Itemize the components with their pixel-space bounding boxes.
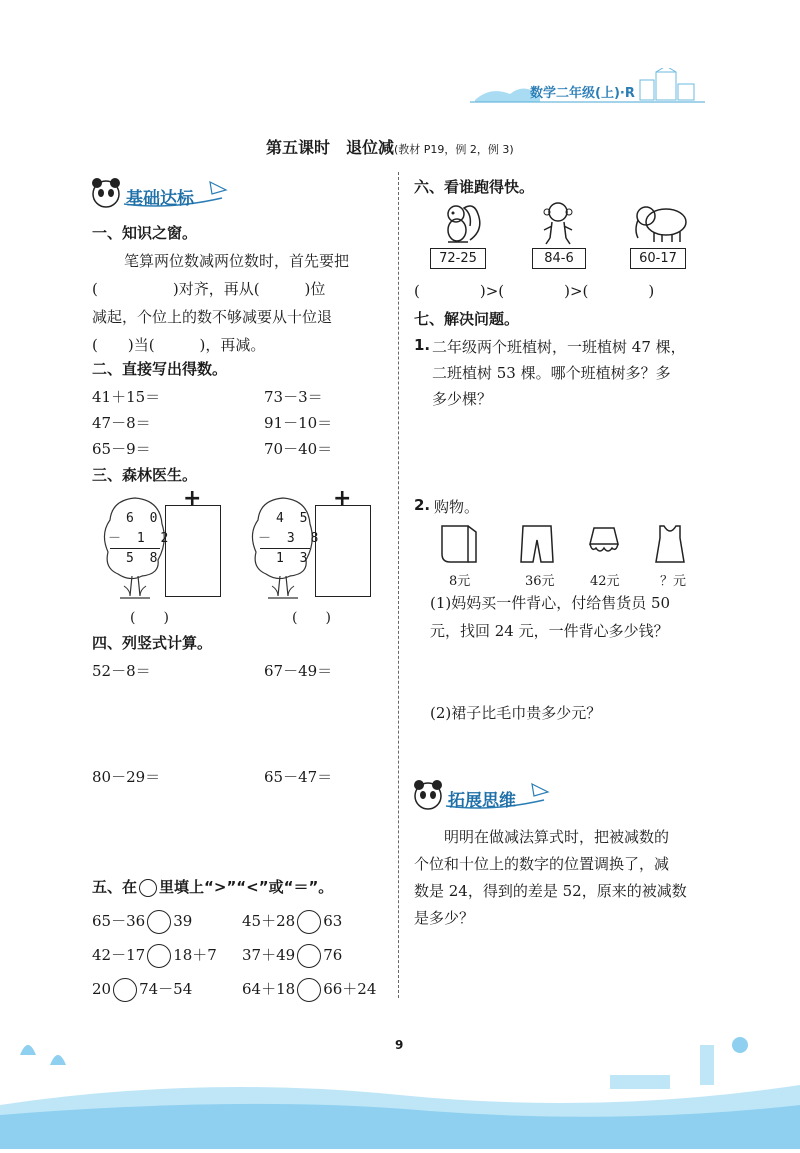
lesson-title-sub: (教材 P19，例 2，例 3) <box>394 143 514 156</box>
race-box-2: 84-6 <box>532 248 586 269</box>
q2-sub2: (2)裙子比毛巾贵多少元？ <box>430 704 602 722</box>
s4-heading: 四、列竖式计算。 <box>92 634 213 652</box>
ext-line-2: 个位和十位上的数字的位置调换了，减 <box>414 855 670 873</box>
s5-left: 42－17 <box>92 946 146 964</box>
s5-row <box>92 978 192 1002</box>
price-shorts: 36元 <box>525 574 555 589</box>
column-divider <box>398 172 399 998</box>
q1-line-1: 二年级两个班植树，一班植树 47 棵， <box>432 338 686 356</box>
calc2-line <box>260 548 310 549</box>
s5-row <box>242 978 376 1002</box>
vest-icon <box>650 522 690 570</box>
s5-left: 65－36 <box>92 912 146 930</box>
squirrel-icon <box>440 200 484 250</box>
header-subject-label: 数学二年级(上)·R <box>530 86 635 101</box>
ext-line-4: 是多少？ <box>414 909 475 927</box>
s5-heading-a: 五、在 <box>92 878 138 896</box>
s1-heading: 一、知识之窗。 <box>92 224 198 242</box>
q1-line-3: 多少棵？ <box>432 390 493 408</box>
shorts-icon <box>517 522 557 570</box>
s5-left: 45＋28 <box>242 912 296 930</box>
calc2-bot: 1 3 <box>276 551 312 566</box>
compare-circle[interactable] <box>147 910 171 934</box>
circle-icon <box>139 879 157 897</box>
calc2-top: 4 5 <box>276 511 312 526</box>
s1-line-2: ( )对齐，再从( )位 <box>92 280 326 298</box>
calc1-line <box>110 548 160 549</box>
banner-basic-text: 基础达标 <box>126 189 194 209</box>
s3-paren-2: ( ) <box>292 610 331 626</box>
q2-sub1-line-2: 元，找回 24 元，一件背心多少钱？ <box>430 622 669 640</box>
ext-line-1: 明明在做减法算式时，把被减数的 <box>444 828 670 846</box>
lesson-title-main: 第五课时 退位减 <box>266 138 395 157</box>
s5-heading-b: 里填上“>”“<”或“＝”。 <box>159 878 334 896</box>
calc1-mid: － 1 2 <box>108 531 173 546</box>
race-box-3: 60-17 <box>630 248 686 269</box>
footer-decoration <box>0 1015 800 1149</box>
compare-circle[interactable] <box>297 944 321 968</box>
s4-item: 52－8＝ <box>92 662 151 680</box>
compare-circle[interactable] <box>113 978 137 1002</box>
s5-right: 39 <box>173 912 193 930</box>
s2-item: 65－9＝ <box>92 440 151 458</box>
q2-title: 购物。 <box>434 498 480 516</box>
compare-circle[interactable] <box>147 944 171 968</box>
s1-line-1: 笔算两位数减两位数时，首先要把 <box>124 252 350 270</box>
s3-paren-1: ( ) <box>130 610 169 626</box>
s6-heading: 六、看谁跑得快。 <box>414 178 535 196</box>
s5-right: 18＋7 <box>173 946 217 964</box>
page-number: 9 <box>395 1038 404 1052</box>
compare-circle[interactable] <box>297 978 321 1002</box>
price-towel: 8元 <box>449 574 471 589</box>
price-vest: ？元 <box>660 574 687 589</box>
s2-heading: 二、直接写出得数。 <box>92 360 228 378</box>
s5-row <box>92 910 192 934</box>
s5-heading <box>92 876 333 897</box>
banner-basic <box>90 176 230 214</box>
q1-number: 1. <box>414 336 431 354</box>
race-box-1: 72-25 <box>430 248 486 269</box>
s5-right: 66＋24 <box>323 980 377 998</box>
s3-heading: 三、森林医生。 <box>92 466 198 484</box>
q1-line-2: 二班植树 53 棵。哪个班植树多？多 <box>432 364 671 382</box>
s1-line-4: ( )当( )，再减。 <box>92 336 266 354</box>
s5-right: 74－54 <box>139 980 193 998</box>
s5-left: 64＋18 <box>242 980 296 998</box>
s2-item: 91－10＝ <box>264 414 333 432</box>
s5-row <box>92 944 217 968</box>
calc2-mid: － 3 8 <box>258 531 323 546</box>
plus-icon: + <box>333 486 352 511</box>
s5-row <box>242 944 342 968</box>
banner-ext <box>412 778 552 816</box>
lesson-title <box>266 135 514 158</box>
ext-line-3: 数是 24，得到的差是 52，原来的被减数 <box>414 882 687 900</box>
s4-item: 80－29＝ <box>92 768 161 786</box>
s5-left: 20 <box>92 980 112 998</box>
doctor-box-1[interactable] <box>165 505 221 597</box>
s6-compare-line: ( )>( )>( ) <box>414 282 655 300</box>
s2-item: 47－8＝ <box>92 414 151 432</box>
skirt-icon <box>584 522 624 570</box>
s2-item: 41＋15＝ <box>92 388 161 406</box>
calc1-bot: 5 8 <box>126 551 162 566</box>
s7-heading: 七、解决问题。 <box>414 310 520 328</box>
calc1-top: 6 0 <box>126 511 162 526</box>
s1-line-3: 减起，个位上的数不够减要从十位退 <box>92 308 333 326</box>
monkey-icon <box>538 200 582 250</box>
towel-icon <box>438 522 480 570</box>
plus-icon: + <box>183 486 202 511</box>
elephant-icon <box>632 200 692 250</box>
compare-circle[interactable] <box>297 910 321 934</box>
q2-number: 2. <box>414 496 431 514</box>
s4-item: 67－49＝ <box>264 662 333 680</box>
s2-item: 73－3＝ <box>264 388 323 406</box>
s5-right: 76 <box>323 946 343 964</box>
s5-left: 37＋49 <box>242 946 296 964</box>
doctor-box-2[interactable] <box>315 505 371 597</box>
s5-row <box>242 910 342 934</box>
q2-sub1-line-1: (1)妈妈买一件背心，付给售货员 50 <box>430 594 671 612</box>
s4-item: 65－47＝ <box>264 768 333 786</box>
s5-right: 63 <box>323 912 343 930</box>
price-skirt: 42元 <box>590 574 620 589</box>
banner-ext-text: 拓展思维 <box>448 791 516 811</box>
s2-item: 70－40＝ <box>264 440 333 458</box>
